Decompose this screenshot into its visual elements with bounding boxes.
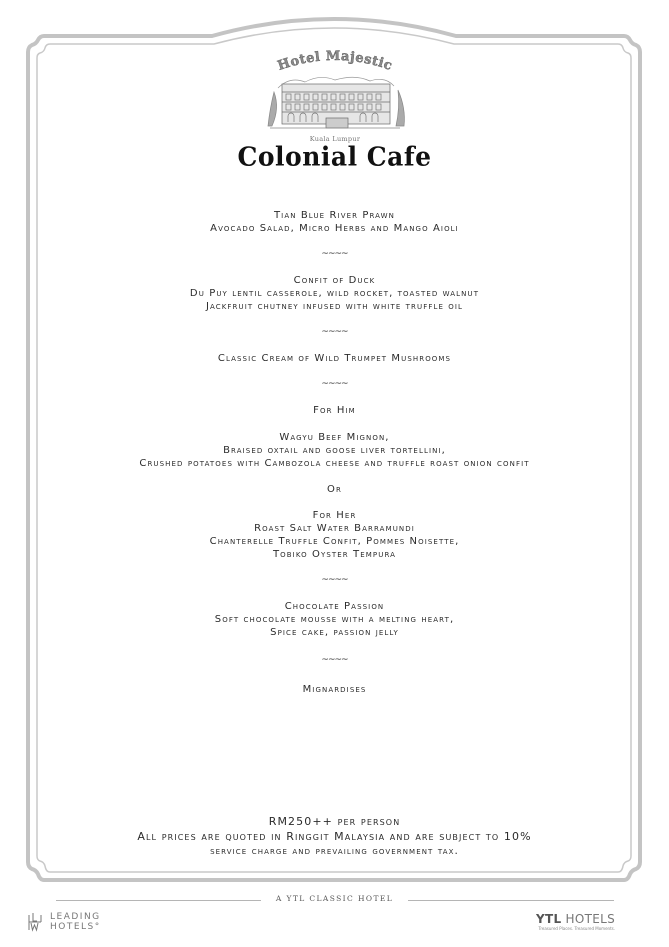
- main-her-desc-1: Chanterelle Truffle Confit, Pommes Noisette,: [209, 536, 460, 547]
- dessert-desc-1: Soft chocolate mousse with a melting heart,: [214, 614, 455, 625]
- hotel-name-arc: Hotel Majestic: [275, 48, 395, 74]
- separator: ~~~~: [321, 655, 348, 665]
- for-him-label: For Him: [313, 405, 356, 416]
- for-her-label: For Her: [312, 510, 357, 521]
- lhw-line-1: LEADING: [50, 912, 101, 922]
- separator: ~~~~: [321, 575, 348, 585]
- course-2-desc-2: Jackfruit chutney infused with white truffle oil: [205, 301, 464, 312]
- ytl-brand-bold: YTL: [535, 912, 562, 926]
- lhw-monogram-icon: [28, 912, 42, 932]
- main-her-title: Roast Salt Water Barramundi: [254, 523, 415, 534]
- main-her-desc-2: Tobiko Oyster Tempura: [272, 549, 397, 560]
- or-label: Or: [327, 484, 342, 495]
- course-1-title: Tian Blue River Prawn: [273, 210, 396, 221]
- course-3-title: Classic Cream of Wild Trumpet Mushrooms: [217, 353, 452, 364]
- ytl-hotels-logo: [536, 913, 615, 932]
- ytl-brand-rest: HOTELS: [561, 912, 615, 926]
- separator: ~~~~: [321, 327, 348, 337]
- restaurant-title: Colonial Cafe: [237, 141, 432, 172]
- dessert-desc-2: Spice cake, passion jelly: [270, 627, 399, 638]
- leading-hotels-logo: [28, 912, 101, 932]
- mignardises: Mignardises: [302, 684, 367, 695]
- dessert-title: Chocolate Passion: [284, 601, 385, 612]
- course-2-desc-1: Du Puy lentil casserole, wild rocket, toasted walnut: [189, 288, 480, 299]
- course-2-title: Confit of Duck: [293, 275, 376, 286]
- price-per-person: RM250++ per person: [268, 815, 401, 828]
- hotel-location: Kuala Lumpur: [309, 135, 361, 143]
- separator: ~~~~: [321, 379, 348, 389]
- svg-text:Hotel Majestic: [276, 49, 394, 74]
- price-note-2: service charge and prevailing government tax.: [210, 845, 459, 857]
- main-him-title: Wagyu Beef Mignon,: [279, 432, 390, 443]
- separator: ~~~~: [321, 249, 348, 259]
- main-him-desc-2: Crushed potatoes with Cambozola cheese and truffle roast onion confit: [139, 458, 530, 469]
- building-illustration-icon: [268, 77, 404, 128]
- ytl-brand: [536, 913, 615, 926]
- footer-tagline: A YTL CLASSIC HOTEL: [275, 894, 394, 903]
- course-1-desc: Avocado Salad, Micro Herbs and Mango Aioli: [210, 223, 459, 234]
- lhw-line-2: HOTELS°: [50, 922, 101, 932]
- ytl-tagline: Treasured Places. Treasured Moments.: [538, 926, 615, 931]
- hotel-majestic-logo: [260, 48, 410, 148]
- main-him-desc-1: Braised oxtail and goose liver tortellini,: [223, 445, 446, 456]
- price-note-1: All prices are quoted in Ringgit Malaysia and are subject to 10%: [137, 830, 532, 843]
- footer-rule-right: [408, 900, 614, 901]
